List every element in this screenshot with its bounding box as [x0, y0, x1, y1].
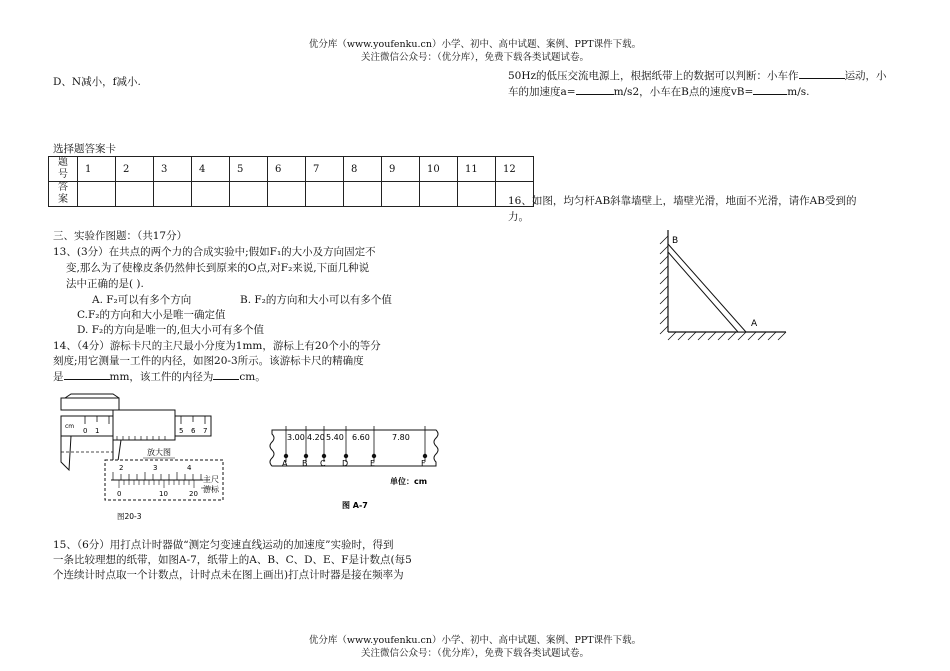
q13-line-1: 13、(3分）在共点的两个力的合成实验中;假如F₁的大小及方向固定不 [53, 246, 376, 258]
table-row [49, 157, 534, 182]
answer-cell[interactable] [154, 182, 192, 207]
q15-right-line-1: 50Hz的低压交流电源上，根据纸带上的数据可以判断：小车作 运动，小 [508, 67, 887, 84]
point-label: D [342, 459, 349, 468]
tick-label: 7 [203, 427, 208, 435]
tick-label: 3 [153, 464, 158, 472]
q13-line-3: 法中正确的是( ). [66, 278, 144, 290]
tick-label: 0 [83, 427, 88, 435]
magnified-label: 放大图 [147, 448, 171, 457]
vernier-label: 游标 [203, 485, 219, 494]
caliper-fixed-jaw [61, 436, 71, 470]
point-label: A [282, 459, 288, 468]
table-cell: 6 [268, 157, 306, 182]
main-ruler-label: 主尺 [203, 475, 219, 484]
point-label: F [421, 459, 426, 468]
tick-label: 0 [117, 490, 122, 498]
tick-label: 20 [189, 490, 198, 498]
count-point-d [344, 454, 348, 458]
q15-line-3: 个连续计时点取一个计数点，计时点未在图上画出)打点计时器是接在频率为 [53, 569, 404, 581]
footer-line-1: 优分库（www.youfenku.cn）小学、初中、高中试题、案例、PPT课件下载。 [308, 635, 642, 646]
q15-blank-motion[interactable] [799, 67, 845, 79]
header-line-1: 优分库（www.youfenku.cn）小学、初中、高中试题、案例、PPT课件下载。 [308, 39, 642, 50]
count-point-c [322, 454, 326, 458]
caliper-caption: 图20-3 [117, 512, 142, 521]
answer-cell[interactable] [78, 182, 116, 207]
q13-line-2: 变,那么为了使橡皮条仍然伸长到原来的O点,对F₂来说,下面几种说 [66, 262, 370, 274]
q15-right-line-2: 车的加速度a= m/s2，小车在B点的速度vB= m/s. [508, 83, 810, 100]
tick-label: 4 [187, 464, 192, 472]
count-point-f [423, 454, 427, 458]
q15-blank-velocity-b[interactable] [753, 83, 787, 95]
q14-line-1: 14、（4分）游标卡尺的主尺最小分度为1mm，游标上有20个小的等分 [53, 340, 381, 352]
tape-caption: 图 A-7 [342, 501, 368, 510]
footer-line-2: 关注微信公众号：（优分库），免费下载各类试题试卷。 [360, 648, 589, 659]
tick-label: 10 [159, 490, 168, 498]
option-d: D、N减小，f减小. [53, 76, 141, 88]
q15-blank-acceleration[interactable] [576, 83, 614, 95]
answer-cell[interactable] [458, 182, 496, 207]
distance-label: 4.20 [307, 433, 325, 442]
tick-label: 6 [191, 427, 196, 435]
q14-blank-precision[interactable] [64, 368, 110, 380]
header-line-2: 关注微信公众号：（优分库），免费下载各类试题试卷。 [360, 52, 589, 63]
ground-hatching [668, 332, 786, 340]
count-point-b [304, 454, 308, 458]
rod-wall-figure [652, 226, 792, 344]
tape-figure [268, 424, 448, 514]
answer-cell[interactable] [192, 182, 230, 207]
q13-option-b: B. F₂的方向和大小可以有多个值 [240, 294, 392, 306]
table-cell: 11 [458, 157, 496, 182]
caliper-cm-label: cm [65, 423, 75, 430]
distance-label: 5.40 [326, 433, 344, 442]
tick-label: 5 [179, 427, 184, 435]
tick-label: 2 [119, 464, 124, 472]
answer-card-title: 选择题答案卡 [53, 143, 116, 155]
answer-cell[interactable] [344, 182, 382, 207]
table-cell: 9 [382, 157, 420, 182]
point-label: C [320, 459, 326, 468]
distance-label: 6.60 [352, 433, 370, 442]
q16-line-2: 力。 [508, 211, 529, 223]
table-cell: 2 [116, 157, 154, 182]
point-label: E [370, 459, 376, 468]
row-label-answer: 答 案 [49, 182, 78, 207]
q13-option-a: A. F₂可以有多个方向 [92, 294, 192, 306]
point-label: B [302, 459, 308, 468]
tick-label: 1 [95, 427, 100, 435]
count-point-e [372, 454, 376, 458]
distance-label: 7.80 [392, 433, 410, 442]
caliper-figure [55, 392, 245, 524]
table-cell: 8 [344, 157, 382, 182]
caliper-top-jaw [61, 398, 119, 410]
q13-option-c: C.F₂的方向和大小是唯一确定值 [77, 309, 226, 321]
distance-label: 3.00 [287, 433, 305, 442]
answer-cell[interactable] [382, 182, 420, 207]
table-cell: 5 [230, 157, 268, 182]
table-cell: 10 [420, 157, 458, 182]
q15-line-1: 15、（6分）用打点计时器做“测定匀变速直线运动的加速度”实验时，得到 [53, 539, 394, 551]
answer-cell[interactable] [420, 182, 458, 207]
table-cell: 3 [154, 157, 192, 182]
answer-cell[interactable] [268, 182, 306, 207]
q14-blank-diameter[interactable] [213, 368, 239, 380]
unit-label: 单位：cm [390, 477, 428, 486]
answer-cell[interactable] [306, 182, 344, 207]
answer-cell[interactable] [116, 182, 154, 207]
table-row [49, 182, 534, 207]
count-point-a [284, 454, 288, 458]
section-3-heading: 三、实验作图题：（共17分） [53, 230, 188, 242]
wall-hatching [660, 236, 668, 334]
q16-line-1: 16、如图，均匀杆AB斜靠墙壁上，墙壁光滑，地面不光滑，请作AB受到的 [508, 195, 857, 207]
q14-line-2: 刻度;用它测量一工件的内径，如图20-3所示。该游标卡尺的精确度 [53, 355, 364, 367]
answer-cell[interactable] [230, 182, 268, 207]
q13-option-d: D. F₂的方向是唯一的,但大小可有多个值 [77, 324, 265, 336]
caliper-slider [113, 410, 175, 440]
table-cell: 7 [306, 157, 344, 182]
q14-line-3: 是 mm，该工件的内径为 cm。 [53, 368, 266, 385]
label-b: B [672, 236, 679, 246]
label-a: A [751, 319, 758, 329]
q15-line-2: 一条比较理想的纸带，如图A-7，纸带上的A、B、C、D、E、F是计数点(每5 [53, 554, 412, 566]
answer-card-table [48, 156, 534, 207]
rod-ab [668, 244, 746, 332]
table-cell: 1 [78, 157, 116, 182]
table-cell: 4 [192, 157, 230, 182]
row-label-question: 题 号 [49, 157, 78, 182]
table-cell: 12 [496, 157, 534, 182]
